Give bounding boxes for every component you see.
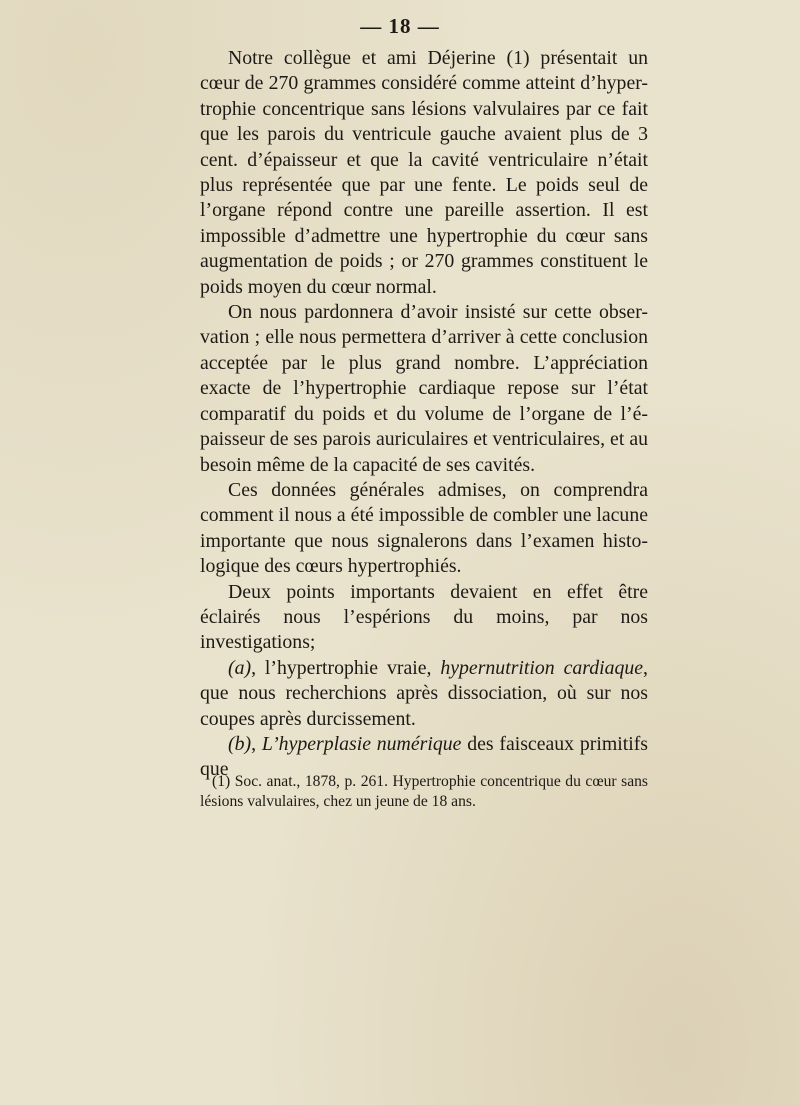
footnote-1: (1) Soc. anat., 1878, p. 261. Hypertrophie concentrique du cœur sans lésions valvulaires, chez un jeune de 18 ans. [200, 773, 648, 810]
paragraph-4: Deux points importants devaient en effet être éclairés nous l’espérions du moins, par nos investigations; [200, 580, 648, 654]
page-number: — 18 — [360, 14, 440, 38]
list-item-a-italic: hypernutrition cardiaque [440, 656, 644, 679]
paragraph-2: On nous pardonnera d’avoir insisté sur cette obser-vation ; elle nous permettera d’arriver à cette conclusion acceptée par le plus grand nombre. L’appréciation exacte de l’hypertrophie cardiaque repose sur l’état comparatif du poids et du volume de l’organe de l’é-paisseur de ses parois auriculaires et ventriculaires, et au besoin même de la capacité de ses cavités. [200, 301, 648, 476]
list-marker-a: (a) [228, 656, 252, 679]
list-item-a-before: , l’hypertrophie vraie, [251, 656, 441, 679]
body-text [200, 46, 648, 783]
list-marker-b: (b) [228, 732, 252, 755]
list-item-a-after: , que nous recherchions après dissociation, où sur nos coupes après durcissement. [200, 656, 648, 730]
list-item-b-after: des faisceaux primitifs que [200, 732, 648, 781]
list-item-b-italic: L’hyperplasie numérique [261, 732, 462, 755]
list-item-b-before: , [251, 732, 262, 755]
paragraph-1: Notre collègue et ami Déjerine (1) présentait un cœur de 270 grammes considéré comme atteint d’hyper-trophie concentrique sans lésions valvulaires par ce fait que les parois du ventricule gauche avaient plus de 3 cent. d’épaisseur et que la cavité ventriculaire n’était plus représentée que par une fente. Le poids seul de l’organe répond contre une pareille assertion. Il est impossible d’admettre une hypertrophie du cœur sans augmentation de poids ; or 270 grammes constituent le poids moyen du cœur normal. [200, 47, 648, 298]
list-item-a [200, 656, 648, 732]
paragraph-3: Ces données générales admises, on comprendra comment il nous a été impossible de combler une lacune importante que nous signalerons dans l’examen histo-logique des cœurs hypertrophiés. [200, 478, 648, 578]
footnotes [200, 772, 648, 812]
